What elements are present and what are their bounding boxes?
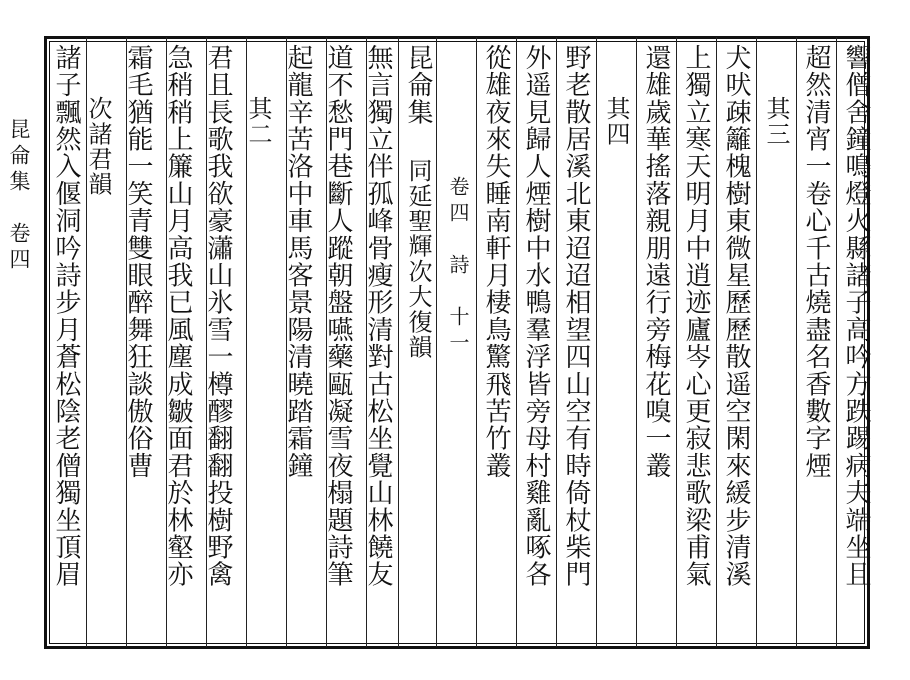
- text-column: 外遥見歸人煙樹中水鴨羣浮皆旁母村雞亂啄各: [521, 44, 551, 588]
- text-column: 犬吠疎籬槐樹東微星歷歷散遥空閑來緩步清溪: [721, 44, 751, 588]
- text-column: 霜毛猶能一笑青雙眼醉舞狂談傲俗曹: [123, 44, 153, 480]
- poem-subheading: 其二: [244, 96, 272, 147]
- text-column: 上獨立寒天明月中逍迹廬岑心更寂悲歌梁甫氣: [681, 44, 711, 588]
- text-column: 從雄夜來失睡南軒月棲鳥驚飛苦竹叢: [481, 44, 511, 480]
- center-book-title: 昆侖集: [403, 44, 433, 126]
- text-column: 還雄歲華搖落親朋遠行旁梅花嗅一叢: [641, 44, 671, 480]
- text-column: 君且長歌我欲豪瀟山氷雪一樽醪翻翻投樹野禽: [203, 44, 233, 588]
- text-column: 急稍稍上簾山月高我已風塵成皺面君於林壑亦: [163, 44, 193, 588]
- text-column: 響僧舍鐘鳴燈火縣諸子高吟方跌踢病夫端坐且: [841, 44, 871, 588]
- center-volume-page: 卷四 詩 十一: [446, 176, 470, 358]
- poem-subheading: 其四: [602, 96, 630, 147]
- poem-title: 次諸君韻: [84, 96, 112, 197]
- margin-title: 昆侖集 卷四: [7, 118, 31, 274]
- text-column: 道不愁門巷斷人蹤朝盤嚥藥甌凝雪夜榻題詩筆: [323, 44, 353, 588]
- text-column: 起龍辛苦洛中車馬客景陽清曉踏霜鐘: [283, 44, 313, 480]
- text-column: 超然清宵一卷心千古燒盡名香數字煙: [801, 44, 831, 480]
- text-column: 諸子飄然入偃洞吟詩步月蒼松陰老僧獨坐頂眉: [51, 44, 81, 588]
- text-column: 野老散居溪北東迢迢相望四山空有時倚杖柴門: [561, 44, 591, 588]
- text-column: 無言獨立伴孤峰骨瘦形清對古松坐覺山林饒友: [363, 44, 393, 588]
- poem-title: 同延聖輝次大復韻: [404, 158, 432, 360]
- poem-subheading: 其三: [762, 96, 790, 147]
